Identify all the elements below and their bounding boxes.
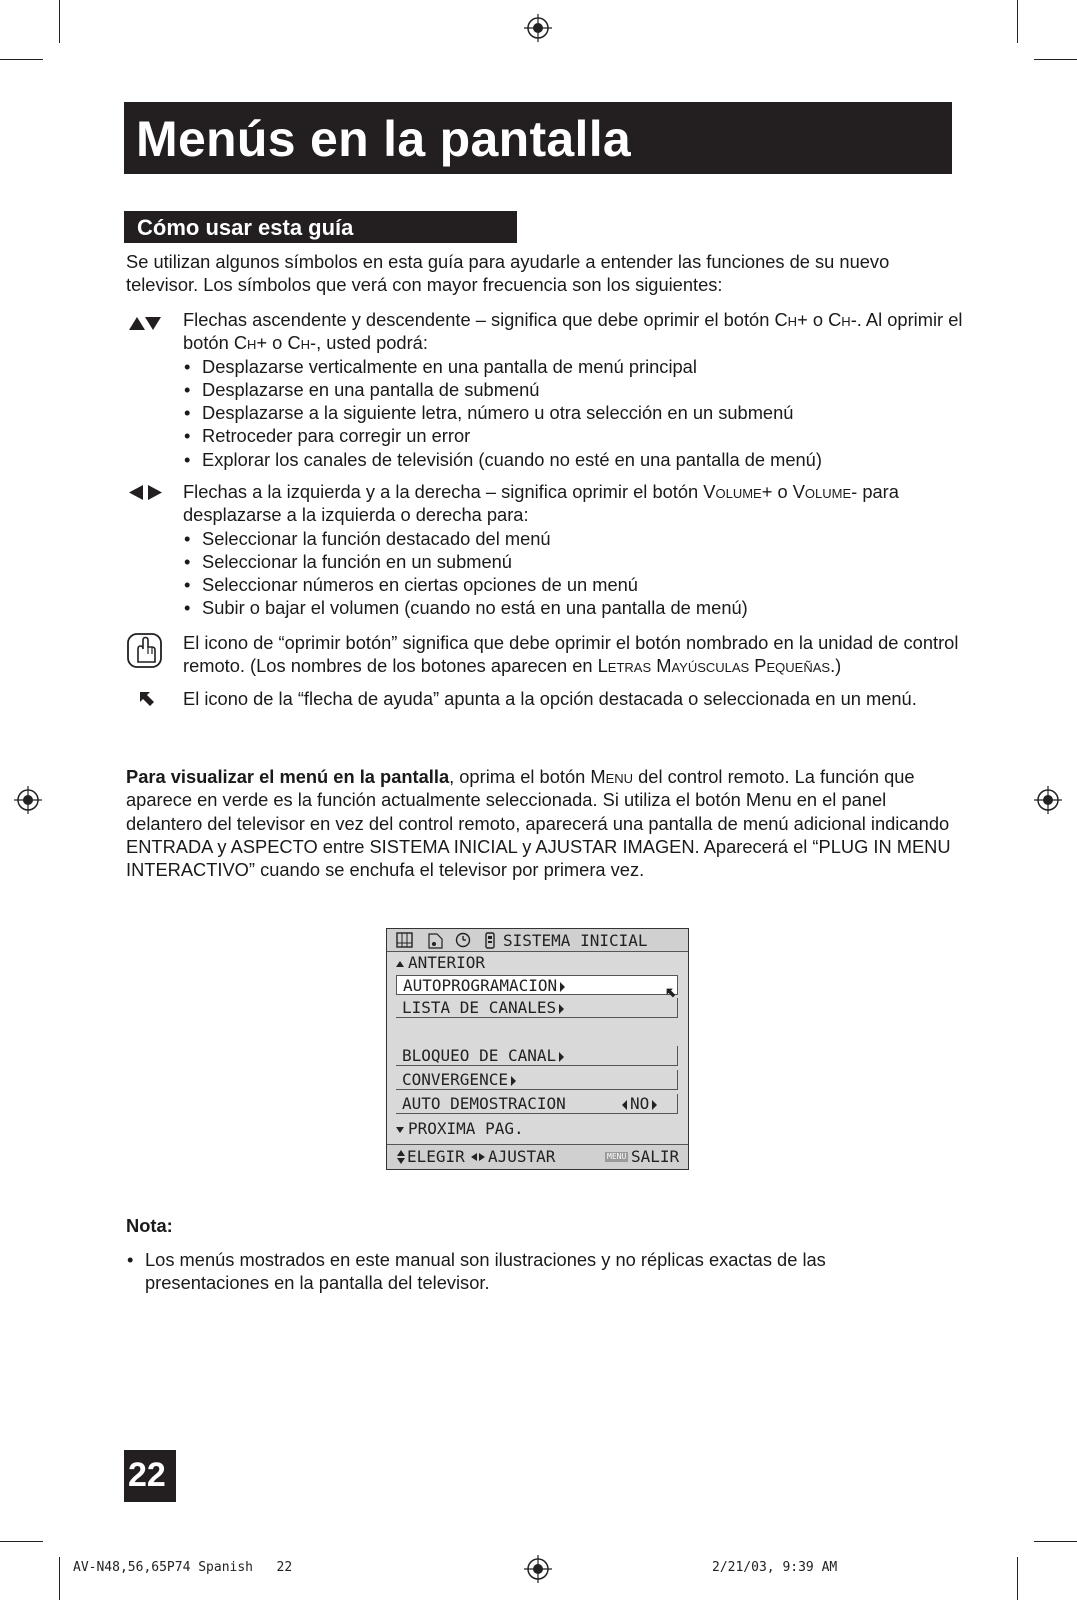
- press-button-icon: [126, 632, 164, 670]
- list-item: • Subir o bajar el volumen (cuando no está en una pantalla de menú): [183, 596, 963, 619]
- small-caps-example: Letras Mayúsculas Pequeñas: [597, 655, 831, 677]
- page-number: 22: [128, 1456, 166, 1494]
- note-heading: Nota:: [126, 1215, 173, 1236]
- up-down-small-icon: [397, 1150, 405, 1164]
- updown-text: + o: [797, 309, 829, 330]
- menu-row-lista-canales: [396, 998, 678, 1018]
- updown-text: Flechas ascendente y descendente – significa que debe oprimir el botón: [183, 309, 775, 330]
- crop-mark: [1034, 1541, 1077, 1542]
- right-arrow-icon: [560, 982, 565, 992]
- display-menu-paragraph: [126, 765, 956, 881]
- menu-row-label: AUTOPROGRAMACION: [403, 976, 558, 995]
- menu-title: SISTEMA INICIAL: [503, 931, 648, 950]
- list-item: • Explorar los canales de televisión (cuando no esté en una pantalla de menú): [183, 448, 963, 471]
- picture-icon: [396, 932, 413, 948]
- tv-menu-illustration: [386, 928, 689, 1170]
- remote-icon: [485, 932, 495, 949]
- menu-row-label: CONVERGENCE: [402, 1070, 508, 1089]
- registration-mark-icon: [524, 14, 552, 42]
- crop-mark: [0, 59, 43, 60]
- footer-exit: SALIR: [631, 1147, 680, 1166]
- updown-text: + o: [256, 332, 288, 354]
- menu-row-label: LISTA DE CANALES: [402, 998, 557, 1017]
- footer-left: AV-N48,56,65P74 Spanish 22: [73, 1560, 293, 1575]
- menu-row-label: BLOQUEO DE CANAL: [402, 1046, 557, 1065]
- updown-description: [183, 308, 963, 471]
- ch-button-label: Ch: [233, 332, 257, 354]
- menu-next-label: PROXIMA PAG.: [408, 1119, 524, 1138]
- crop-mark: [0, 1541, 43, 1542]
- demo-value-group: [622, 1094, 657, 1114]
- leftright-text: + o: [761, 481, 793, 502]
- menu-row-autoprogramacion: [396, 975, 678, 995]
- clock-icon: [455, 932, 471, 948]
- menu-row-convergence: [396, 1070, 678, 1090]
- volume-button-label: Volume: [703, 481, 762, 502]
- list-item: • Desplazarse verticalmente en una pantalla de menú principal: [183, 355, 963, 378]
- display-text: del control remoto. La función que aparece en verde es la función actualmente seleccionada. Si utiliza el botón Menu en el panel delantero del televisor en vez del control remoto, aparecerá una pantalla de menú adicional indicando ENTRADA y ASPECTO entre SISTEMA INICIAL y AJUSTAR IMAGEN. Aparecerá el “PLUG IN MENU INTERACTIVO” cuando se enchufa el televisor por primera vez.: [126, 766, 951, 881]
- leftright-text: - para desplazarse a la izquierda o derecha para:: [183, 481, 899, 526]
- menu-row-bloqueo-canal: [396, 1046, 678, 1066]
- left-arrow-icon: [622, 1100, 627, 1110]
- registration-mark-icon: [1034, 786, 1062, 814]
- right-arrow-icon: [511, 1076, 516, 1086]
- updown-text: -, usted podrá:: [310, 332, 428, 354]
- registration-mark-icon: [524, 1555, 552, 1583]
- leftright-description: [183, 480, 963, 620]
- demo-value: NO: [630, 1094, 650, 1113]
- note-item: • Los menús mostrados en este manual son ilustraciones y no réplicas exactas de las presentaciones en la pantalla del televisor.: [126, 1248, 886, 1295]
- menu-tag: MENU: [607, 1152, 627, 1161]
- leftright-text: Flechas a la izquierda y a la derecha – significa oprimir el botón: [183, 481, 704, 502]
- down-arrow-icon: [396, 1127, 404, 1133]
- right-arrow-icon: [559, 1052, 564, 1062]
- left-right-arrows-icon: [128, 484, 164, 501]
- note-text: [126, 1248, 886, 1295]
- right-arrow-icon: [559, 1004, 564, 1014]
- page-number-box: [124, 1450, 176, 1502]
- display-text: , oprima el botón: [449, 766, 591, 787]
- footer-adjust: AJUSTAR: [488, 1147, 556, 1166]
- note-icon: [427, 932, 443, 949]
- updown-text: -. Al oprimir el botón: [183, 309, 963, 354]
- menu-next-item: [396, 1118, 524, 1140]
- list-item: • Desplazarse a la siguiente letra, número u otra selección en un submenú: [183, 401, 963, 424]
- left-right-small-icon: [471, 1153, 485, 1161]
- section-heading: Cómo usar esta guía: [137, 215, 354, 240]
- up-arrow-icon: [396, 961, 404, 967]
- help-arrow-icon: [139, 691, 155, 707]
- footer-right: 2/21/03, 9:39 AM: [712, 1560, 838, 1575]
- help-description: El icono de la “flecha de ayuda” apunta a la opción destacada o seleccionada en un menú.: [183, 688, 917, 709]
- menu-prev-item: [396, 952, 485, 974]
- up-down-arrows-icon: [128, 315, 162, 331]
- ch-button-label: Ch: [774, 309, 798, 330]
- help-arrow-icon: [666, 988, 676, 998]
- crop-mark: [1034, 59, 1077, 60]
- menu-footer: [387, 1144, 688, 1169]
- press-description: [183, 631, 963, 678]
- press-text: .): [830, 655, 842, 677]
- ch-button-label: Ch: [287, 332, 311, 354]
- right-arrow-icon: [652, 1100, 657, 1110]
- press-text: El icono de “oprimir botón” significa que debe oprimir el botón nombrado en la unidad de control remoto. (Los nombres de los botones aparecen en: [183, 632, 959, 677]
- menu-prev-label: ANTERIOR: [408, 953, 486, 972]
- menu-header: [387, 929, 688, 952]
- display-menu-lead: Para visualizar el menú en la pantalla: [126, 766, 450, 787]
- intro-paragraph: Se utilizan algunos símbolos en esta guía para ayudarle a entender las funciones de su nuevo televisor. Los símbolos que verá con mayor frecuencia son los siguientes:: [126, 251, 890, 296]
- list-item: • Seleccionar la función destacado del menú: [183, 527, 963, 550]
- crop-mark: [59, 1557, 60, 1600]
- menu-row-auto-demostracion: [396, 1094, 678, 1114]
- registration-mark-icon: [14, 786, 42, 814]
- ch-button-label: Ch: [828, 309, 851, 330]
- footer-select: ELEGIR: [407, 1147, 465, 1166]
- crop-mark: [1017, 1557, 1018, 1600]
- list-item: • Retroceder para corregir un error: [183, 424, 963, 447]
- list-item: • Seleccionar la función en un submenú: [183, 550, 963, 573]
- section-heading-bar: [124, 211, 517, 243]
- page-title-bar: [124, 102, 952, 174]
- volume-button-label: Volume: [792, 481, 852, 502]
- menu-button-label: Menu: [590, 766, 634, 787]
- list-item: • Desplazarse en una pantalla de submenú: [183, 378, 963, 401]
- crop-mark: [59, 0, 60, 43]
- crop-mark: [1017, 0, 1018, 43]
- menu-row-label: AUTO DEMOSTRACION: [402, 1094, 566, 1113]
- page-title: Menús en la pantalla: [136, 111, 632, 167]
- list-item: • Seleccionar números en ciertas opciones de un menú: [183, 573, 963, 596]
